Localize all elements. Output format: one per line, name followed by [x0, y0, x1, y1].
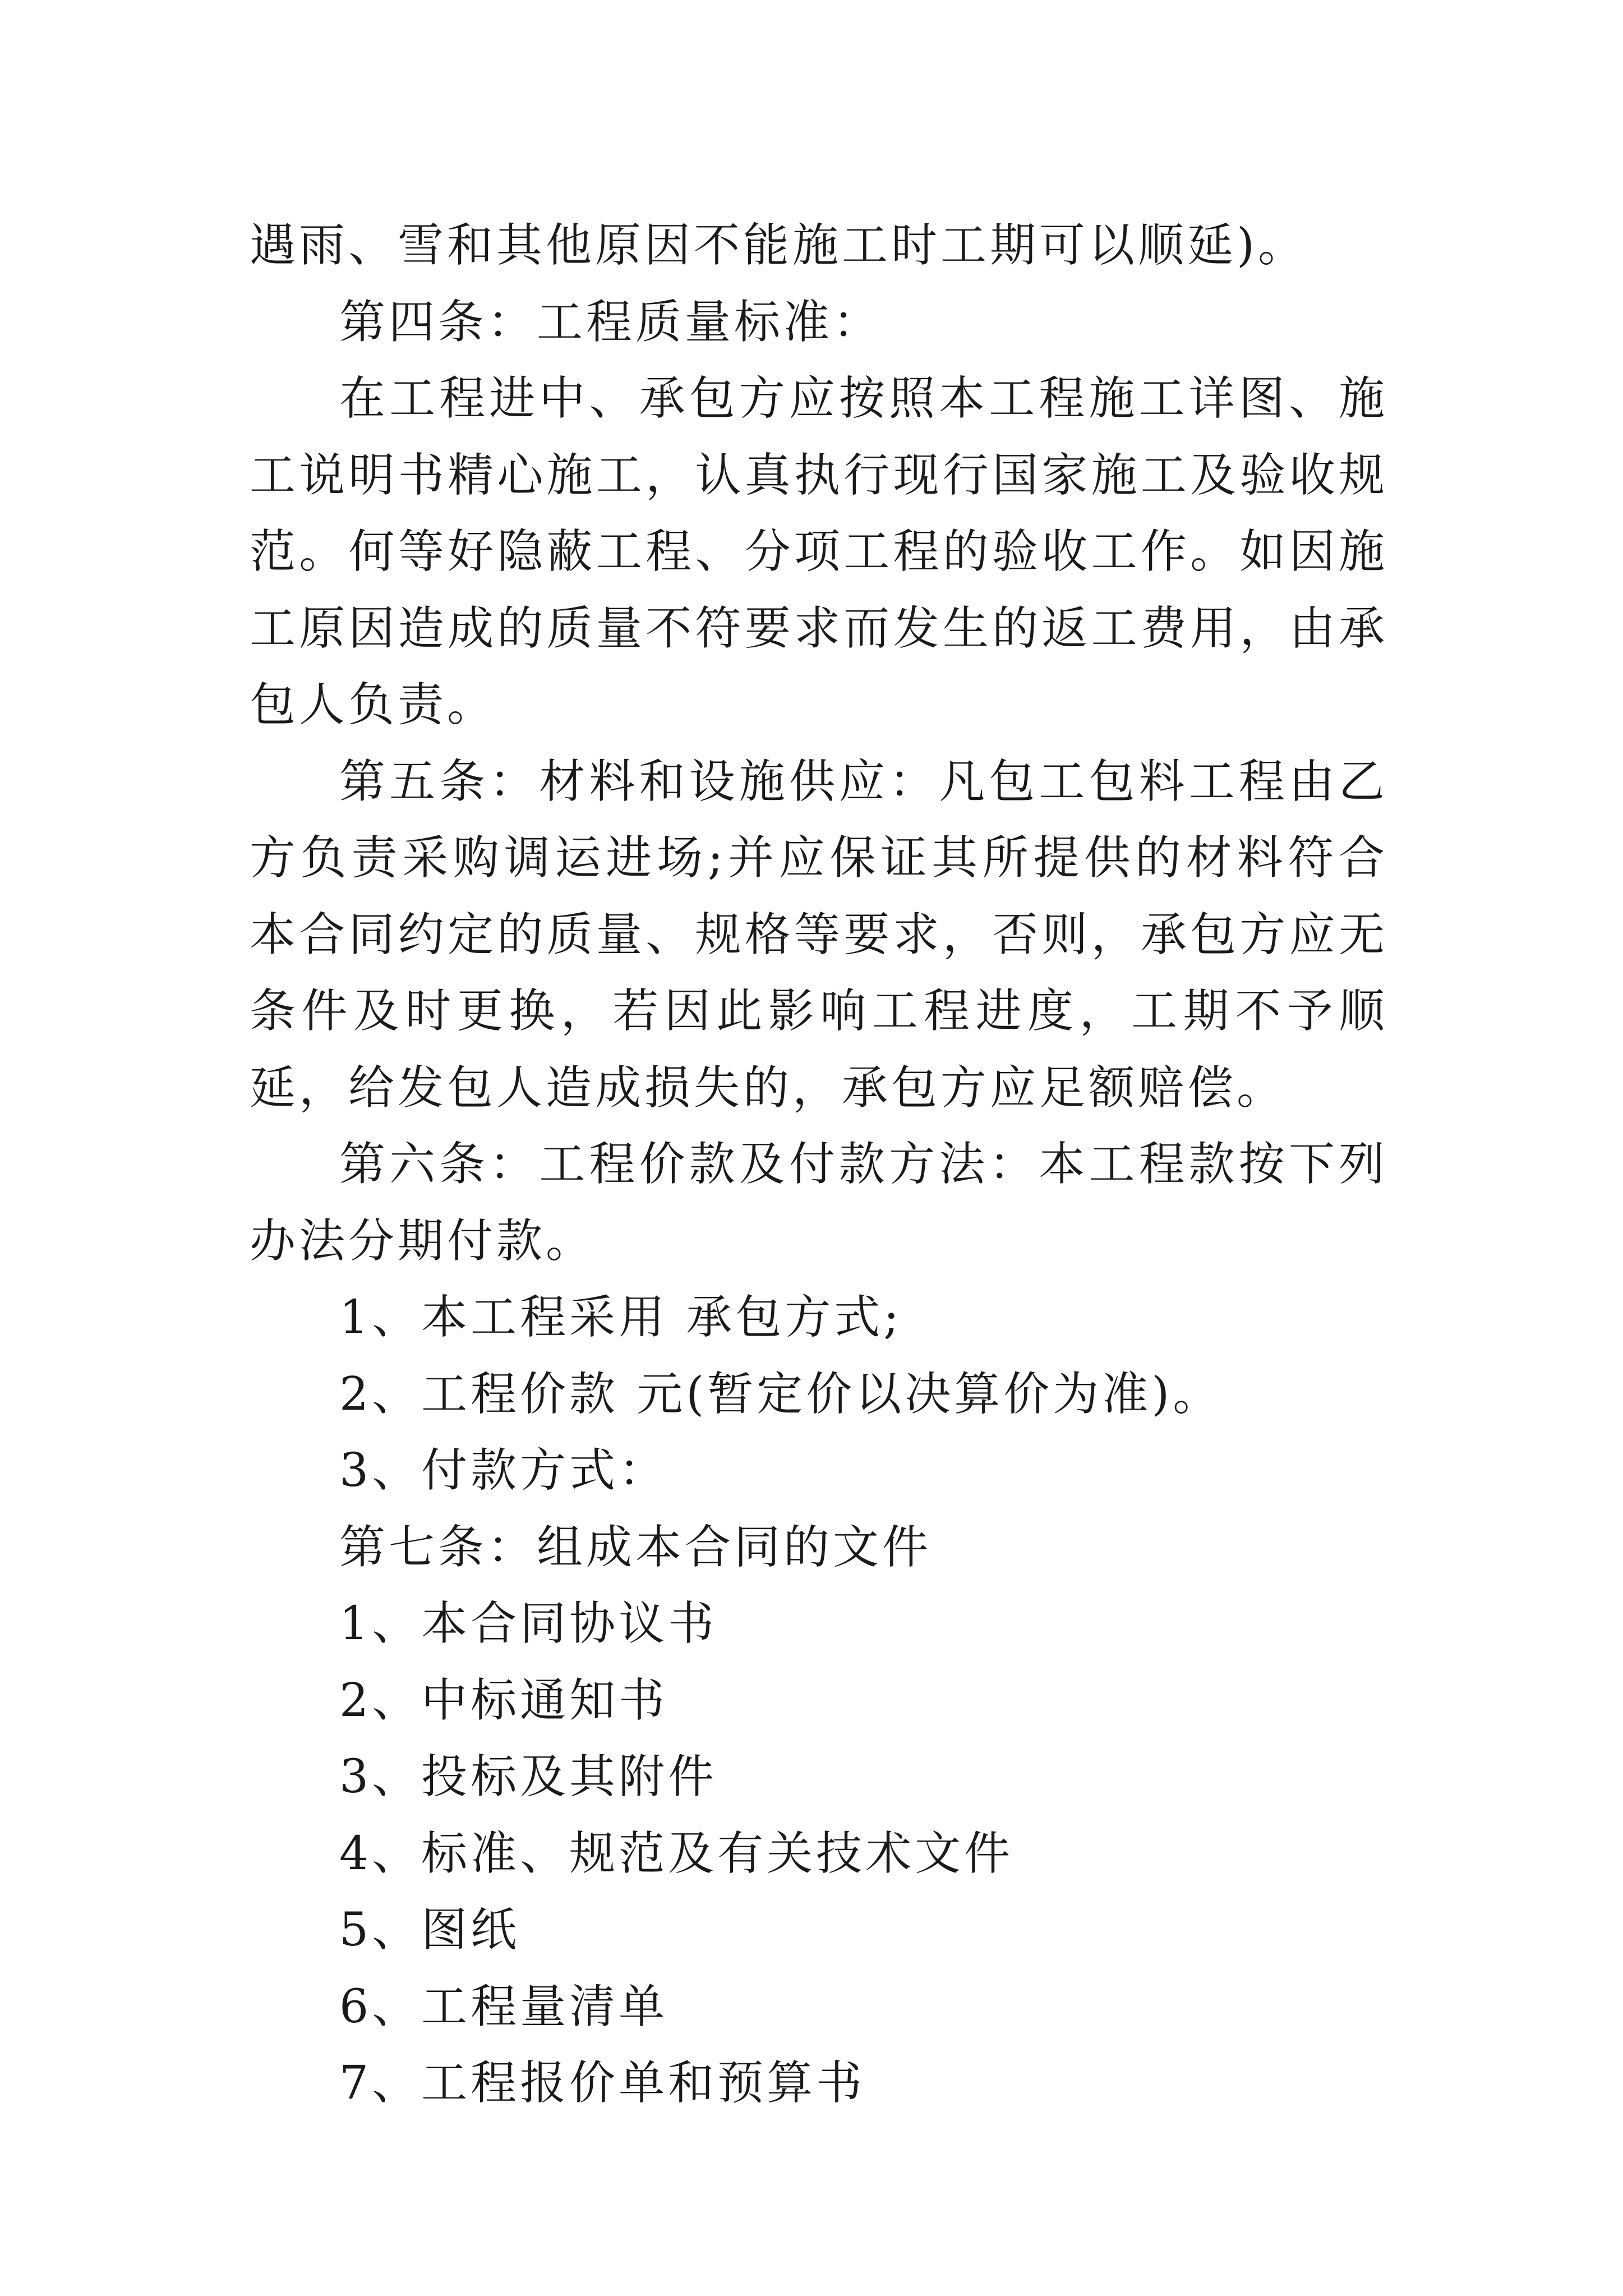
- list-item-payment-3: 3、付款方式：: [339, 1444, 668, 1497]
- list-item-document-3: 3、投标及其附件: [339, 1750, 718, 1803]
- document-body: [250, 208, 1388, 2122]
- heading-article-4: 第四条：工程质量标准：: [339, 295, 883, 349]
- list-item-document-5: 5、图纸: [339, 1903, 520, 1957]
- paragraph-article-6-payment: 第六条：工程价款及付款方法：本工程款按下列办法分期付款。: [250, 1138, 1388, 1268]
- list-item-payment-1: 1、本工程采用 承包方式;: [339, 1291, 902, 1344]
- paragraph-quality-standard: 在工程进中、承包方应按照本工程施工详图、施工说明书精心施工，认真执行现行国家施工及验收规范。何等好隐蔽工程、分项工程的验收工作。如因施工原因造成的质量不符要求而发生的返工费用，由承包人负责。: [250, 372, 1388, 731]
- heading-article-7: 第七条：组成本合同的文件: [339, 1520, 932, 1574]
- list-item-document-1: 1、本合同协议书: [339, 1597, 718, 1650]
- paragraph-continuation: 遇雨、雪和其他原因不能施工时工期可以顺延)。: [250, 219, 1307, 272]
- paragraph-article-5-materials: 第五条：材料和设施供应：凡包工包料工程由乙方负责采购调运进场;并应保证其所提供的材料符合本合同约定的质量、规格等要求，否则，承包方应无条件及时更换，若因此影响工程进度，工期不予顺延，给发包人造成损失的，承包方应足额赔偿。: [250, 754, 1388, 1115]
- list-item-document-7: 7、工程报价单和预算书: [339, 2056, 866, 2110]
- list-item-document-6: 6、工程量清单: [339, 1980, 668, 2033]
- list-item-payment-2: 2、工程价款 元(暂定价以决算价为准)。: [339, 1367, 1223, 1421]
- list-item-document-2: 2、中标通知书: [339, 1673, 668, 1727]
- list-item-document-4: 4、标准、规范及有关技术文件: [339, 1826, 1014, 1880]
